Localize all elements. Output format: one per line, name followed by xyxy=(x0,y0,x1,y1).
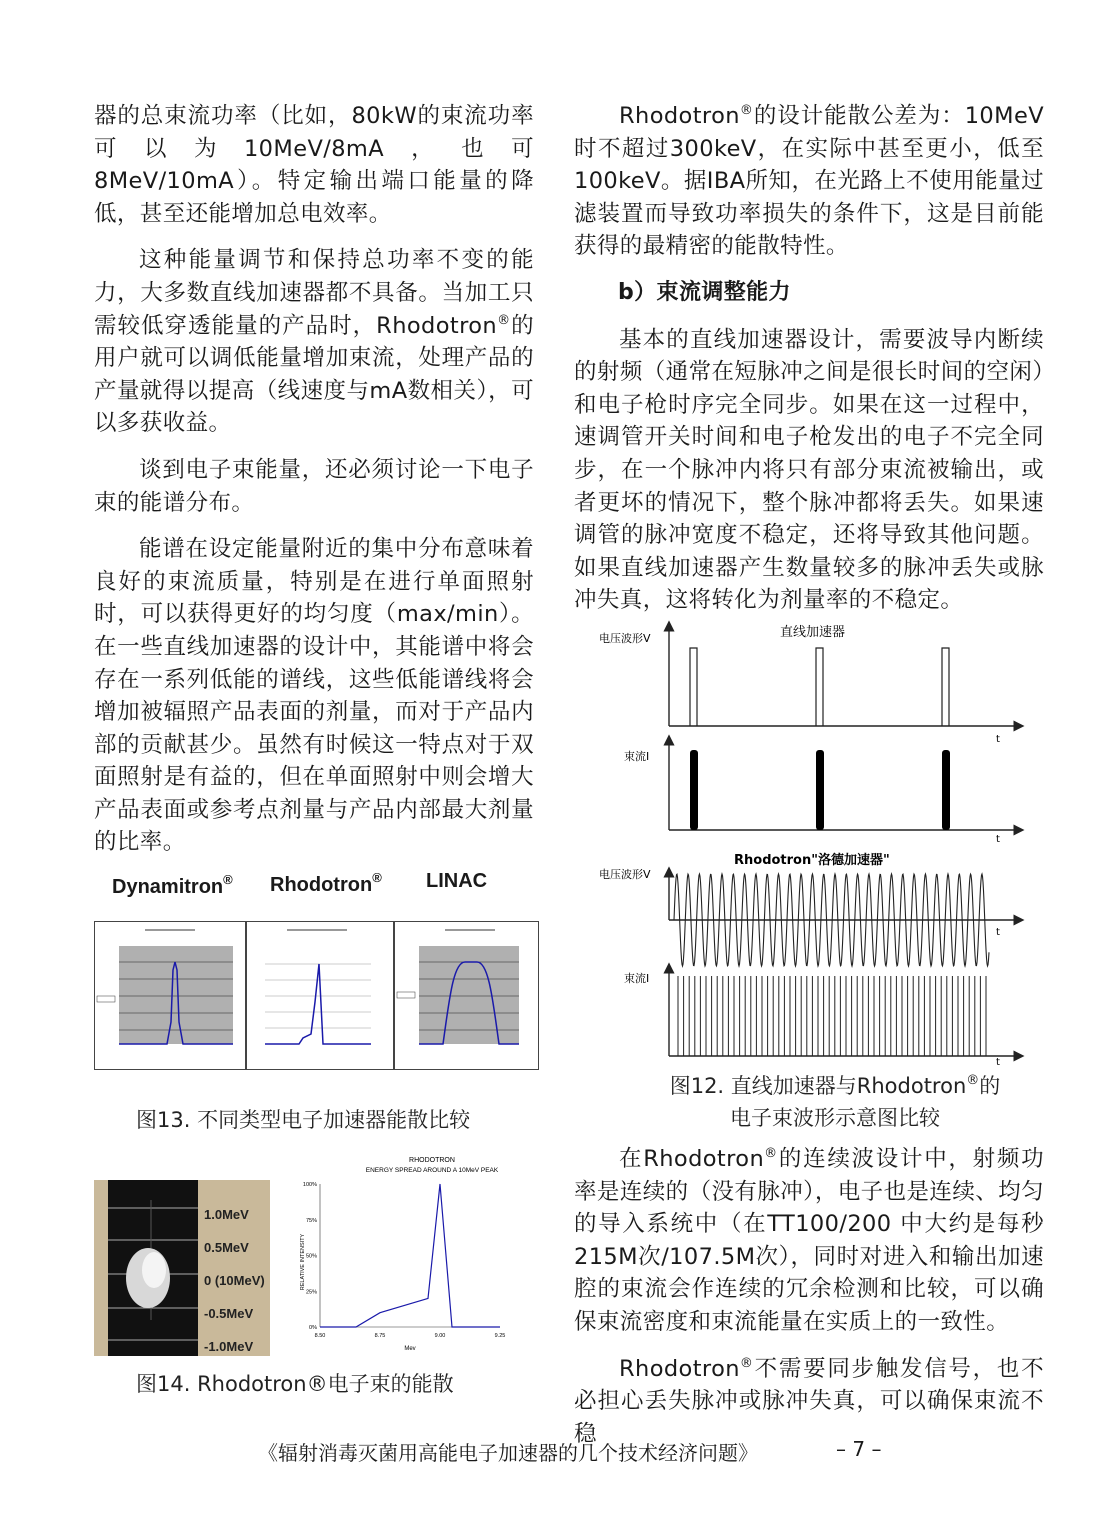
y-tick-label: 75% xyxy=(305,1217,317,1224)
fig13-caption: 图13. 不同类型电子加速器能散比较 xyxy=(136,1108,471,1132)
x-tick-label: 8.75 xyxy=(374,1333,386,1339)
rhodotron-title: Rhodotron"洛德加速器" xyxy=(734,853,890,868)
energy-label: 1.0MeV xyxy=(204,1207,249,1222)
fig13-title-dynamitron: Dynamitron® xyxy=(112,872,233,898)
voltage-label: 电压波形V xyxy=(599,868,651,881)
chart-title: RHODOTRON xyxy=(409,1157,455,1164)
current-label: 束流I xyxy=(624,972,650,985)
y-tick-label: 50% xyxy=(305,1253,317,1260)
fig14-photo xyxy=(94,1180,270,1356)
energy-label: -1.0MeV xyxy=(204,1339,254,1354)
y-tick-label: 25% xyxy=(305,1289,317,1296)
paragraph: Rhodotron®的设计能散公差为：10MeV时不超过300keV，在实际中甚至更小，低至100keV。据IBA所知，在光路上不使用能量过滤装置而导致功率损失的条件下，这是目前能获得的最精密的能散特性。 xyxy=(574,103,1044,260)
right-column-bottom xyxy=(574,1143,1044,1450)
paragraph: 谈到电子束能量，还必须讨论一下电子束的能谱分布。 xyxy=(94,456,534,516)
fig13-panel-linac xyxy=(394,921,539,1070)
t-label: t xyxy=(996,1057,1000,1068)
chart-subtitle: ENERGY SPREAD AROUND A 10MeV PEAK xyxy=(365,1167,499,1174)
footer-title: 《辐射消毒灭菌用高能电子加速器的几个技术经济问题》 xyxy=(258,1441,758,1465)
paragraph: 这种能量调节和保持总功率不变的能力，大多数直线加速器都不具备。当加工只需较低穿透能量的产品时，Rhodotron®的用户就可以调低能量增加束流，处理产品的产量就得以提高（线速度与mA数相关），可以多获收益。 xyxy=(94,247,534,437)
fig14-caption: 图14. Rhodotron®电子束的能散 xyxy=(136,1372,454,1396)
paragraph: 能谱在设定能量附近的集中分布意味着良好的束流质量，特别是在进行单面照射时，可以获得更好的均匀度（max/min）。在一些直线加速器的设计中，其能谱中将会存在一系列低能的谱线，这些低能谱线将会增加被辐照产品表面的剂量，而对于产品内部的贡献甚少。虽然有时候这一特点对于双面照射是有益的，但在单面照射中则会增大产品表面或参考点剂量与产品内部最大剂量的比率。 xyxy=(94,536,534,856)
x-tick-label: 9.25 xyxy=(494,1333,506,1339)
voltage-label: 电压波形V xyxy=(599,632,651,645)
page-number: – 7 – xyxy=(836,1437,882,1461)
paragraph: 基本的直线加速器设计，需要波导内断续的射频（通常在短脉冲之间是很长时间的空闲）和电子枪时序完全同步。如果在这一过程中，速调管开关时间和电子枪发出的电子不完全同步，在一个脉冲内将只有部分束流被输出，或者更坏的情况下，整个脉冲都将丢失。如果速调管的脉冲宽度不稳定，还将导致其他问题。如果直线加速器产生数量较多的脉冲丢失或脉冲失真，这将转化为剂量率的不稳定。 xyxy=(574,326,1044,614)
t-label: t xyxy=(996,734,1000,745)
current-label: 束流I xyxy=(624,750,650,763)
x-axis-label: Mev xyxy=(404,1346,416,1352)
paragraph: Rhodotron®不需要同步触发信号，也不必担心丢失脉冲或脉冲失真，可以确保束流不稳 xyxy=(574,1355,1044,1447)
fig13-panel-rhodotron xyxy=(246,921,394,1070)
fig13-panel-dynamitron xyxy=(94,921,246,1070)
fig14-chart xyxy=(292,1152,522,1356)
fig13-title-rhodotron: Rhodotron® xyxy=(270,870,382,896)
energy-label: 0.5MeV xyxy=(204,1240,249,1255)
fig12-svg xyxy=(594,620,1034,1070)
left-column xyxy=(94,100,534,873)
paragraph: 在Rhodotron®的连续波设计中，射频功率是连续的（没有脉冲），电子也是连续、均匀的导入系统中（在TT100/200 中大约是每秒215M次/107.5M次），同时对进入和输出加速腔的束流会作连续的冗余检测和比较，可以确保束流密度和束流能量在实质上的一致性。 xyxy=(574,1146,1044,1335)
t-label: t xyxy=(996,834,1000,845)
fig13-title-linac: LINAC xyxy=(426,870,488,892)
linac-title: 直线加速器 xyxy=(780,625,846,640)
section-heading: b）束流调整能力 xyxy=(618,279,791,305)
y-axis-label: RELATIVE INTENSITY xyxy=(300,1233,306,1291)
right-column-top xyxy=(574,100,1044,631)
fig14-svg xyxy=(292,1152,522,1352)
fig12-caption: 图12. 直线加速器与Rhodotron®的 电子束波形示意图比较 xyxy=(669,1073,1001,1130)
x-tick-label: 9.00 xyxy=(434,1333,446,1339)
y-tick-label: 100% xyxy=(302,1182,317,1188)
energy-label: -0.5MeV xyxy=(204,1306,254,1321)
series-line xyxy=(320,1184,500,1327)
y-tick-label: 0% xyxy=(309,1325,317,1331)
t-label: t xyxy=(996,927,1000,938)
x-tick-label: 8.50 xyxy=(314,1333,326,1339)
fig12-diagram xyxy=(594,620,1034,1074)
energy-label: 0 (10MeV) xyxy=(204,1273,265,1288)
paragraph: 器的总束流功率（比如，80kW的束流功率可以为10MeV/8mA，也可8MeV/10mA）。特定输出端口能量的降低，甚至还能增加总电效率。 xyxy=(94,103,534,227)
